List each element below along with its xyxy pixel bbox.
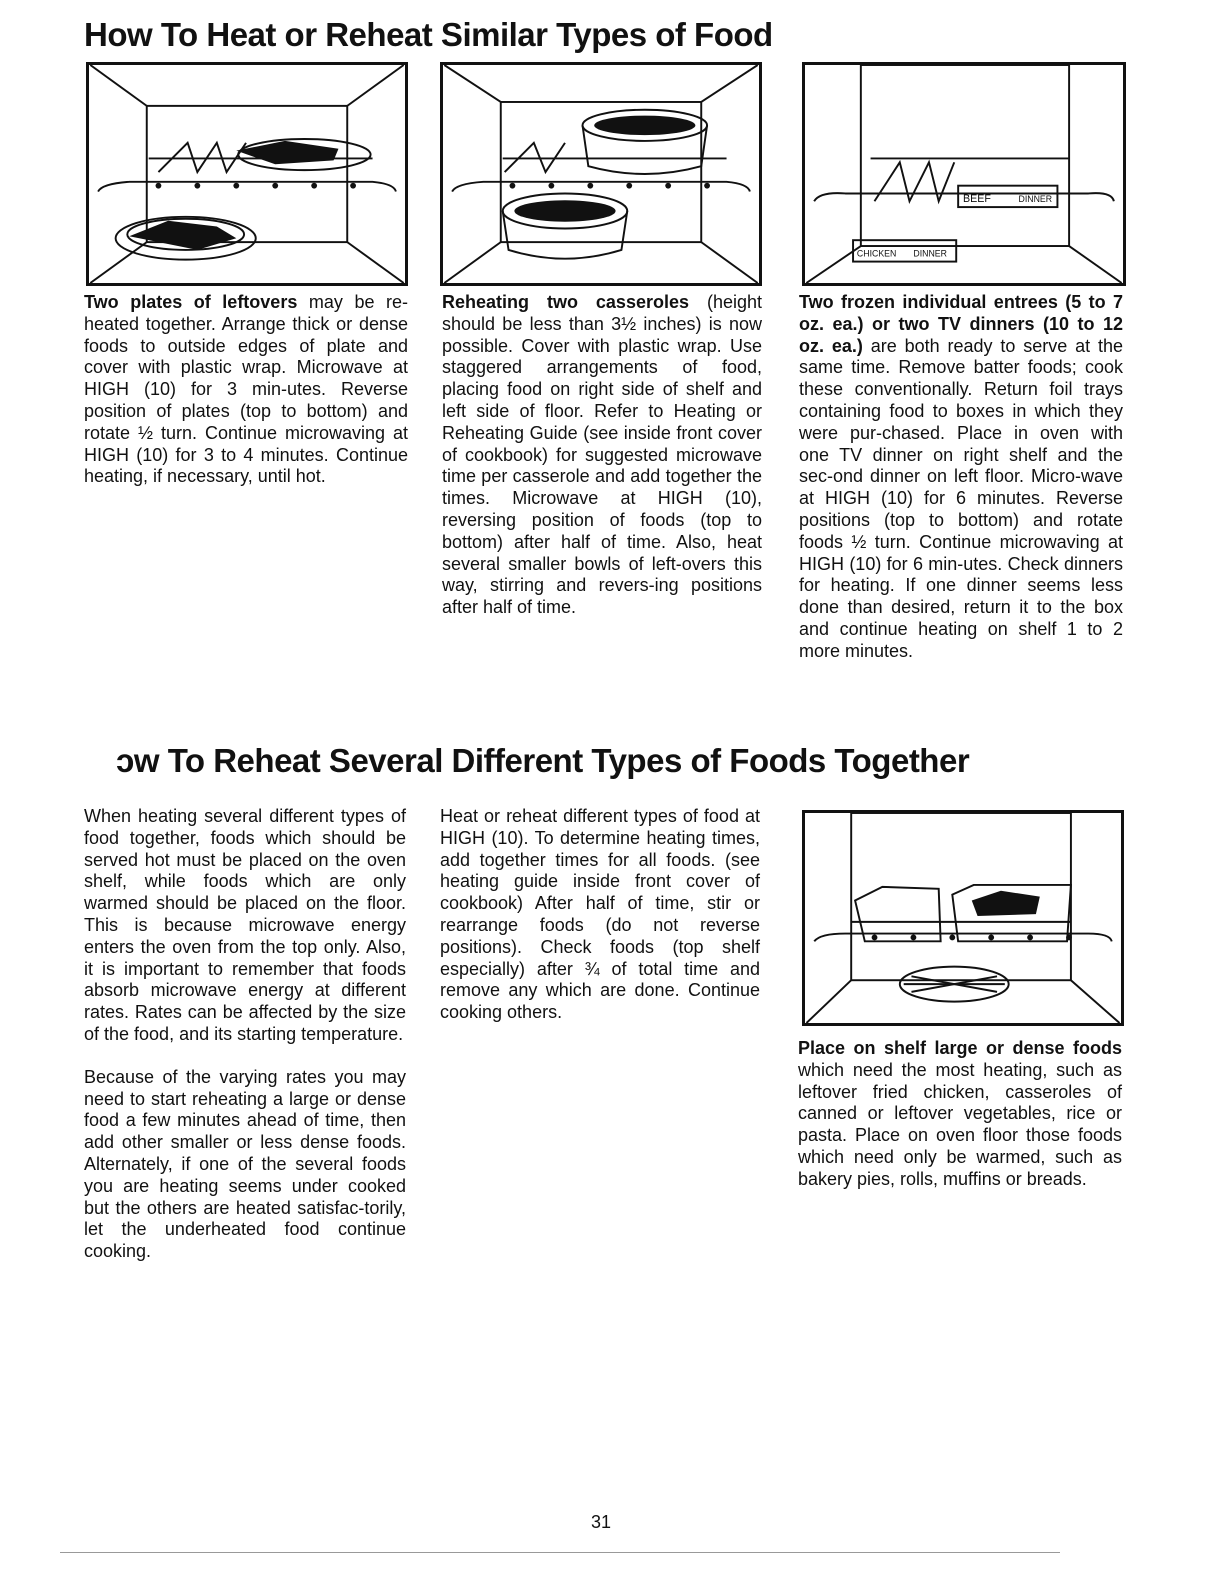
section-heading-similar: How To Heat or Reheat Similar Types of Food — [84, 16, 773, 53]
oven-plates-illustration — [89, 65, 405, 283]
section-heading-different: ɔw To Reheat Several Different Types of Foods Together — [116, 742, 970, 779]
column-shelf-floor — [798, 1038, 1122, 1191]
figure-different-foods — [802, 810, 1124, 1026]
column-different-instructions — [440, 806, 760, 1024]
casseroles-lead: Reheating two casseroles — [442, 292, 689, 312]
figure-two-plates — [86, 62, 408, 286]
page-number: 31 — [591, 1512, 612, 1532]
oven-different-foods-illustration — [805, 813, 1121, 1023]
shelf-floor-text: which need the most heating, such as leftover fried chicken, casseroles of canned or leftover vegetables, rice or pasta. Place on oven floor those foods which need only be warmed, such as bakery pies, rolls, muffins or breads. — [798, 1059, 1122, 1189]
different-paragraph-2: Because of the varying rates you may need to start reheating a large or dense food a few minutes ahead of time, then add other smaller or less dense foods. Alternately, if one of the several foods you are heating seems under cooked but the others are heated satisfac-torily, let the underheated food continue cooking. — [84, 1066, 406, 1262]
casseroles-text: (height should be less than 3½ inches) is now possible. Cover with plastic wrap. Use staggered arrangements of food, placing food on right side of shelf and left side of floor. Refer to Heating or Reheating Guide (see inside front cover of cookbook) for suggested microwave time per casserole and add together the times. Microwave at HIGH (10), reversing position of foods (top to bottom) after half of time. Also, heat several smaller bowls of left-overs this way, stirring and revers-ing positions after half of time. — [442, 292, 762, 618]
column-casseroles — [442, 292, 762, 619]
shelf-floor-lead: Place on shelf large or dense foods — [798, 1038, 1122, 1058]
column-entrees — [799, 292, 1123, 663]
beef-box-label: BEEF — [963, 193, 991, 206]
different-paragraph-3: Heat or reheat different types of food at HIGH (10). To determine heating times, add together times for all foods. (see heating guide inside front cover of cookbook) After half of time, stir or rearrange foods (do not reverse positions). Check foods (top shelf especially) after ¾ of total time and remove any which are done. Continue cooking others. — [440, 806, 760, 1023]
figure-two-tv-dinners — [802, 62, 1126, 286]
entrees-text: are both ready to serve at the same time. Remove batter foods; cook these conventionally. Return foil trays containing food to boxes in which they were pur-chased. Place in oven with one TV dinner on right shelf and the sec-ond dinner on left floor. Micro-wave at HIGH (10) for 6 minutes. Reverse positions (top to bottom) and rotate foods ½ turn. Continue microwaving at HIGH (10) for 6 min-utes. Check dinners for heating. If one dinner seems less done than desired, return it to the box and continue heating on shelf 1 to 2 more minutes. — [799, 335, 1123, 661]
beef-box-label-dinner: DINNER — [1018, 194, 1053, 205]
chicken-box-label: CHICKEN — [856, 248, 897, 259]
oven-casseroles-illustration — [443, 65, 759, 283]
figure-two-casseroles — [440, 62, 762, 286]
column-different-intro — [84, 806, 406, 1263]
oven-tv-dinners-illustration — [805, 65, 1123, 283]
column-leftovers — [84, 292, 408, 488]
leftovers-lead: Two plates of leftovers — [84, 292, 298, 312]
chicken-box-label-dinner: DINNER — [913, 248, 947, 259]
different-paragraph-1: When heating several different types of food together, foods which should be served hot must be placed on the oven shelf, while foods which are only warmed should be placed on the floor. This is because microwave energy enters the oven from the top only. Also, it is important to remember that foods absorb microwave energy at different rates. Rates can be affected by the size of the food, and its starting temperature. — [84, 806, 406, 1044]
entrees-lead: Two frozen individual entrees (5 to 7 oz. ea.) or two TV dinners (10 to 12 oz. ea.) — [799, 292, 1123, 356]
leftovers-text: may be re-heated together. Arrange thick or dense foods to outside edges of plate and cover with plastic wrap. Microwave at HIGH (10) for 3 min-utes. Reverse position of plates (top to bottom) and rotate ½ turn. Continue microwaving at HIGH (10) for 3 to 4 minutes. Continue heating, if necessary, until hot. — [84, 292, 409, 487]
footer-rule — [60, 1552, 1060, 1553]
